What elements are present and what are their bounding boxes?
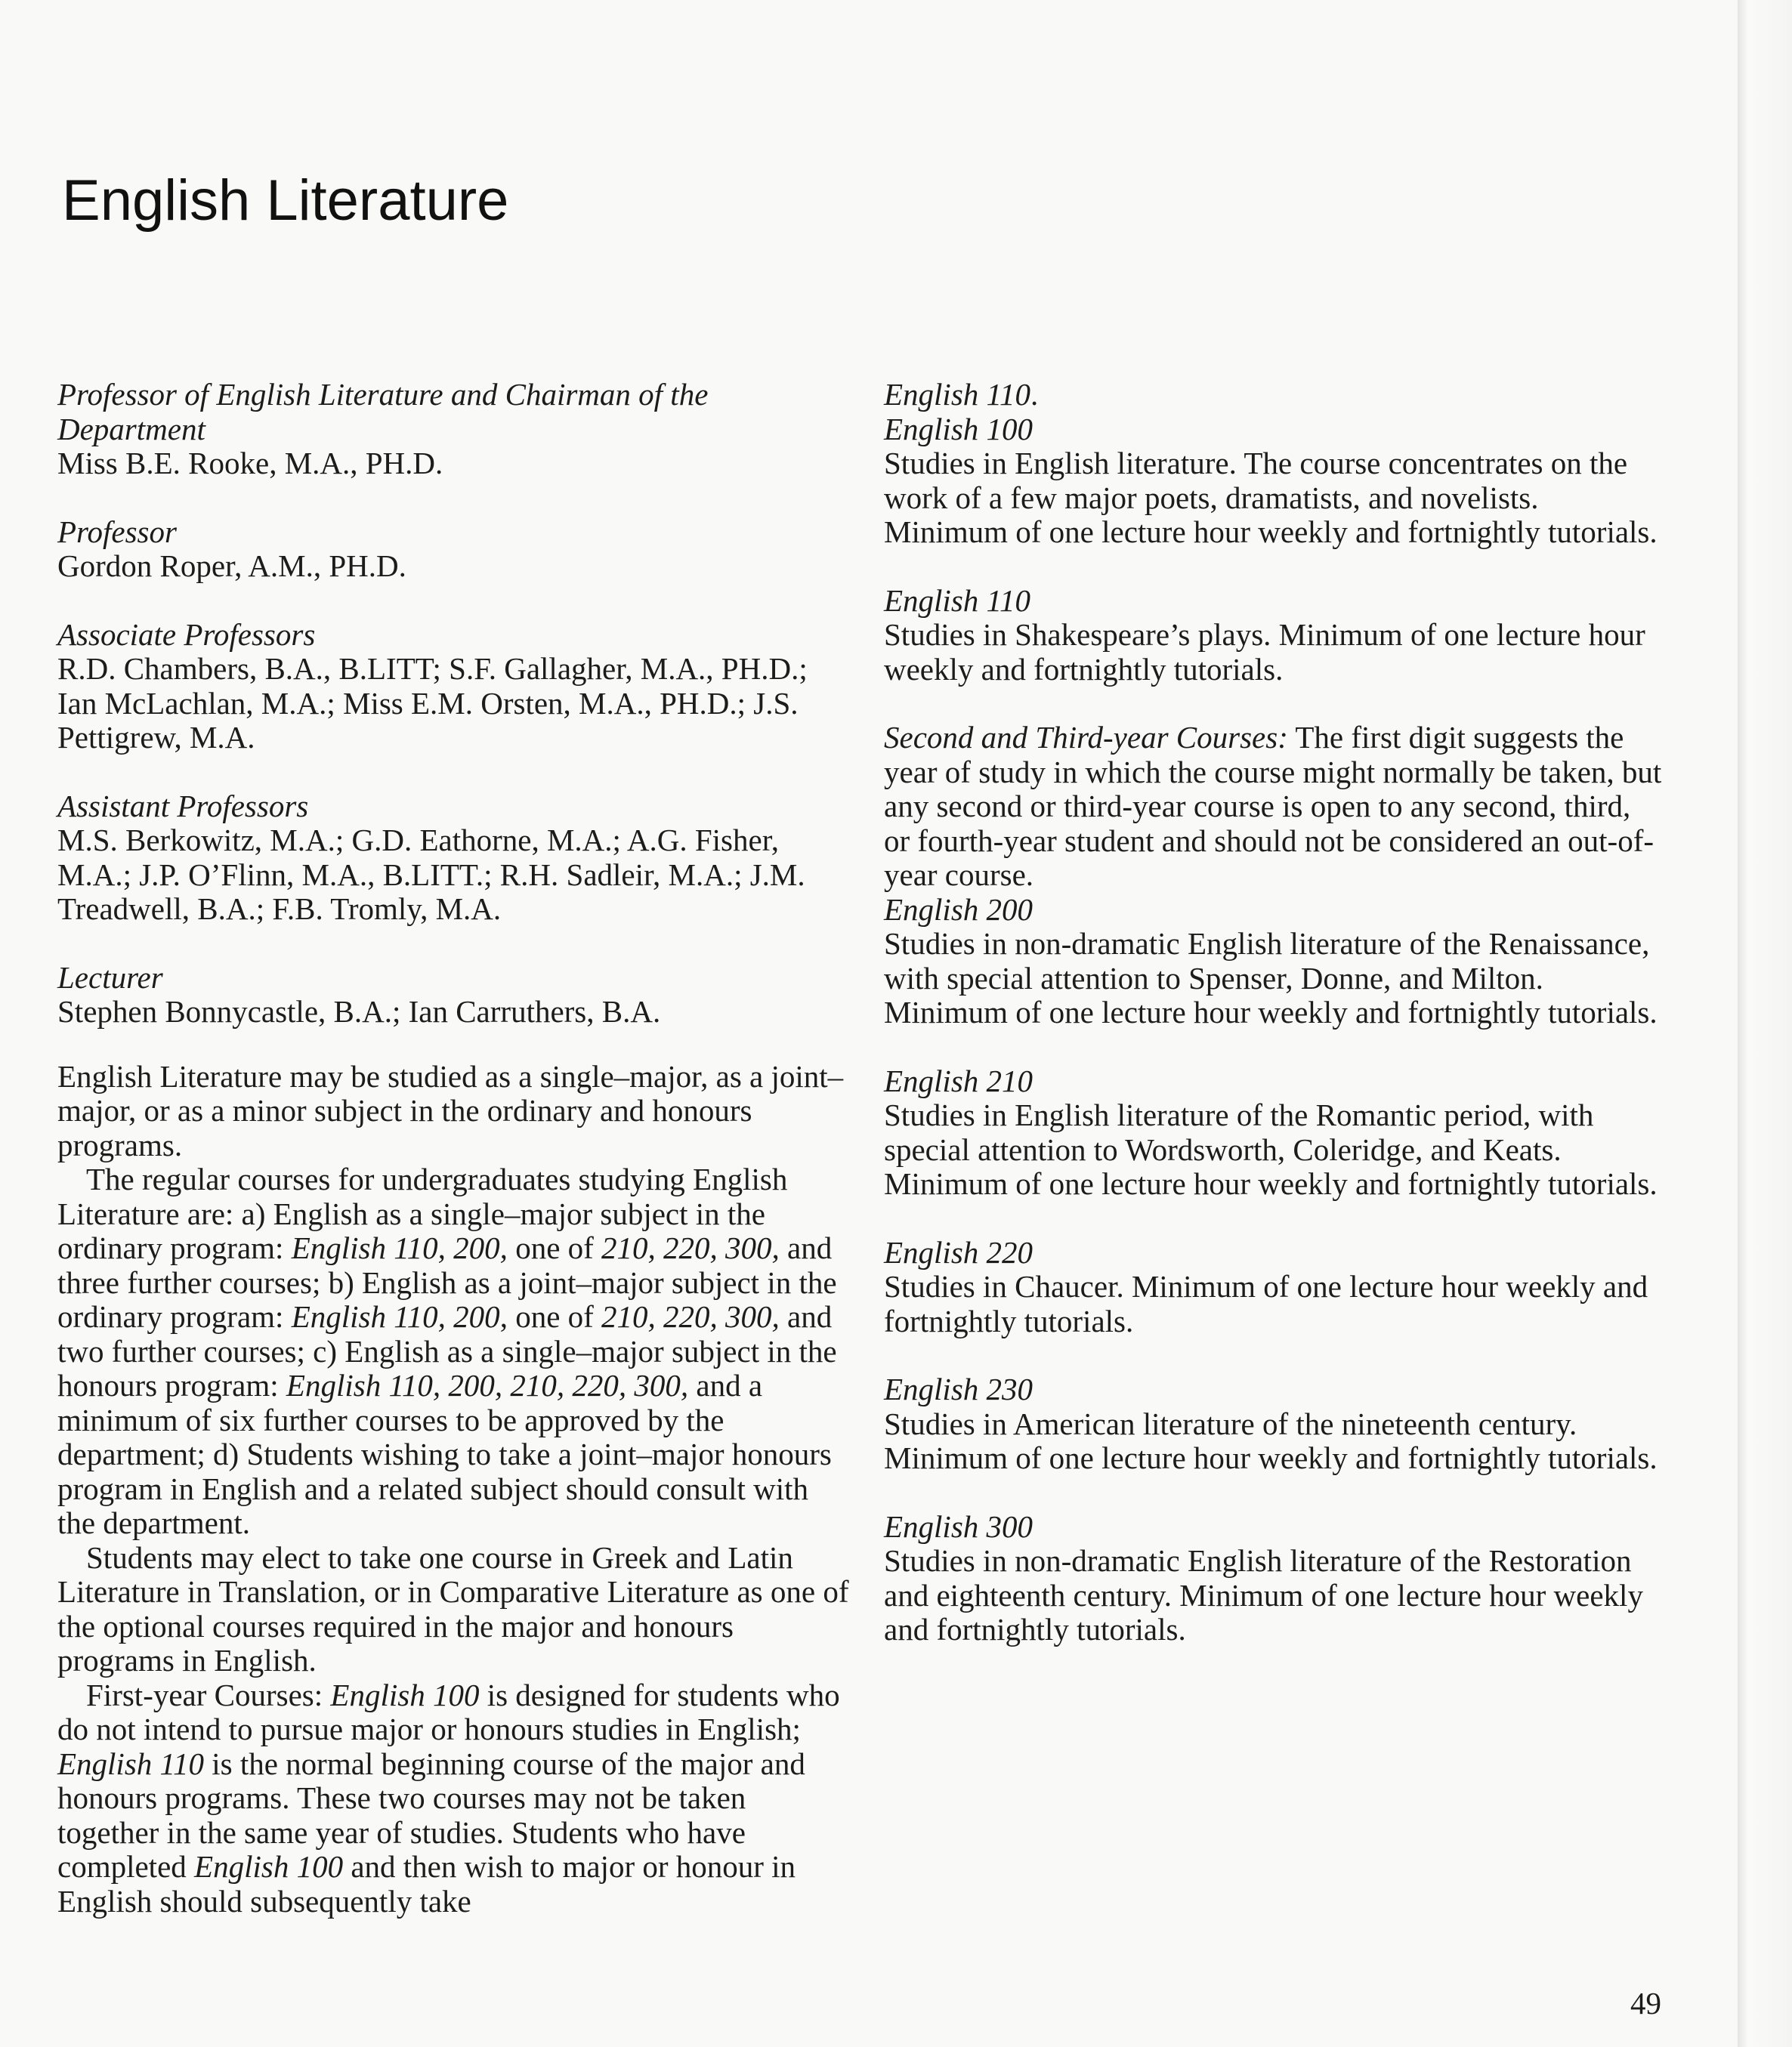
electives-paragraph: Students may elect to take one course in Greek and Latin Literature in Translation, or in Comparative Literature as one of the optional courses required in the major and honours programs in English. [57,1539,849,1678]
page-title: English Literature [62,168,509,233]
faculty-names: Stephen Bonnycastle, B.A.; Ian Carruthers, B.A. [57,994,661,1029]
course-description: Studies in English literature. The course concentrates on the work of a few major poets, dramatists, and novelists. Minimum of one lecture hour weekly and fortnightly tutorials. [884,446,1658,549]
second-third-year-label: Second and Third-year Courses: [884,720,1288,755]
course-description: Studies in non-dramatic English literature of the Renaissance, with special attention to Spenser, Donne, and Milton. Minimum of one lecture hour weekly and fortnightly tutorials. [884,926,1658,1030]
course-entry [884,584,1662,687]
course-title: English 210 [884,1063,1033,1098]
course-description: Studies in non-dramatic English literature of the Restoration and eighteenth century. Minimum of one lecture hour weekly and fortnightly tutorials. [884,1543,1643,1647]
programs-paragraph: The regular courses for undergraduates studying English Literature are: a) English as a single–major subject in the ordinary program: English 110, 200, one of 210, 220, 300, and three further courses; b) English as a joint–major subject in the ordinary program: English 110, 200, one of 210, 220, 300, and two further courses; c) English as a single–major subject in the honours program: English 110, 200, 210, 220, 300, and a minimum of six further courses to be approved by the department; d) Students wishing to take a joint–major honours program in English and a related subject should consult with the department. [57,1162,837,1540]
second-third-year-note: Second and Third-year Courses: The first digit suggests the year of study in which the course might normally be taken, but any second or third-year course is open to any second, third, or fourth-year student and should not be considered an out-of-year course. [884,720,1662,892]
course-title: English 220 [884,1234,1033,1270]
faculty-entry [57,789,851,927]
faculty-role: Professor of English Literature and Chairman of the Department [57,377,709,446]
course-entry [884,1236,1662,1339]
faculty-names: M.S. Berkowitz, M.A.; G.D. Eathorne, M.A.; A.G. Fisher, M.A.; J.P. O’Flinn, M.A., B.LITT.; R.H. Sadleir, M.A.; J.M. Treadwell, B.A.; F.B. Tromly, M.A. [57,823,805,926]
course-description: Studies in Shakespeare’s plays. Minimum of one lecture hour weekly and fortnightly tutorials. [884,617,1645,687]
faculty-entry [57,378,851,481]
course-entry [884,412,1662,550]
course-entry [884,1064,1662,1202]
faculty-entry [57,515,851,584]
page-edge [1738,0,1792,2047]
course-description: Studies in Chaucer. Minimum of one lecture hour weekly and fortnightly tutorials. [884,1269,1648,1338]
course-entry [884,1510,1662,1647]
course-title: English 300 [884,1508,1033,1544]
faculty-role: Associate Professors [57,616,316,652]
course-entry [884,893,1662,1030]
faculty-role: Professor [57,514,177,549]
intro-paragraph: English Literature may be studied as a single–major, as a joint–major, or as a minor subject in the ordinary and honours programs. [57,1058,844,1162]
first-year-continued: English 110. [884,377,1039,412]
course-entry [884,1372,1662,1476]
course-title: English 230 [884,1372,1033,1406]
course-title: English 110 [884,582,1030,618]
first-year-paragraph: First-year Courses: English 100 is designed for students who do not intend to pursue major or honours studies in English; English 110 is the normal beginning course of the major and honours programs. These two courses may not be taken together in the same year of studies. Students who have completed English 100 and then wish to major or honour in English should subsequently take [57,1677,840,1919]
left-column [57,378,851,1919]
faculty-entry [57,618,851,755]
faculty-role: Assistant Professors [57,788,309,823]
faculty-entry [57,961,851,1030]
faculty-names: Gordon Roper, A.M., PH.D. [57,548,406,583]
faculty-names: R.D. Chambers, B.A., B.LITT; S.F. Gallagher, M.A., PH.D.; Ian McLachlan, M.A.; Miss E.M. Orsten, M.A., PH.D.; J.S. Pettigrew, M.A. [57,651,808,755]
course-title: English 100 [884,411,1033,446]
faculty-names: Miss B.E. Rooke, M.A., PH.D. [57,446,443,480]
page-number: 49 [1630,1986,1661,2021]
right-column [884,378,1662,1681]
course-description: Studies in English literature of the Romantic period, with special attention to Wordsworth, Coleridge, and Keats. Minimum of one lecture hour weekly and fortnightly tutorials. [884,1098,1658,1201]
course-title: English 200 [884,891,1033,927]
course-description: Studies in American literature of the nineteenth century. Minimum of one lecture hour weekly and fortnightly tutorials. [884,1406,1658,1475]
faculty-role: Lecturer [57,959,163,995]
